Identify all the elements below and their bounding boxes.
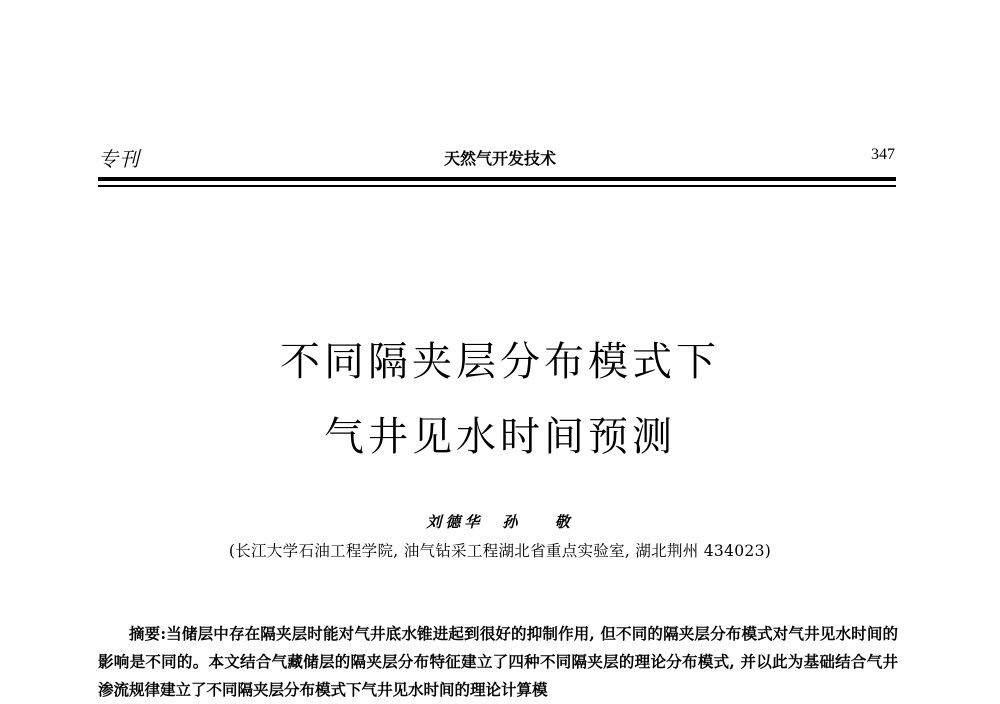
header-rule-thick: [98, 177, 896, 181]
header-rule-thin: [98, 185, 896, 187]
journal-section-label: 专刊: [98, 147, 140, 171]
journal-name: 天然气开发技术: [443, 149, 556, 168]
authors: 刘德华 孙 敬: [426, 513, 574, 531]
page-number: 347: [871, 146, 895, 163]
abstract: [98, 620, 898, 704]
affiliation: (长江大学石油工程学院, 油气钻采工程湖北省重点实验室, 湖北荆州 434023): [228, 542, 772, 560]
abstract-text: 当储层中存在隔夹层时能对气井底水锥进起到很好的抑制作用, 但不同的隔夹层分布模式对气井见水时间的影响是不同的。本文结合气藏储层的隔夹层分布特征建立了四种不同隔夹层的理论分布模式, 并以此为基础结合气井渗流规律建立了不同隔夹层分布模式下气井见水时间的理论计算模: [98, 624, 898, 699]
abstract-label: 摘要:: [129, 624, 167, 643]
paper-title-line-2: 气井见水时间预测: [324, 414, 676, 460]
paper-title-line-1: 不同隔夹层分布模式下: [280, 339, 720, 385]
